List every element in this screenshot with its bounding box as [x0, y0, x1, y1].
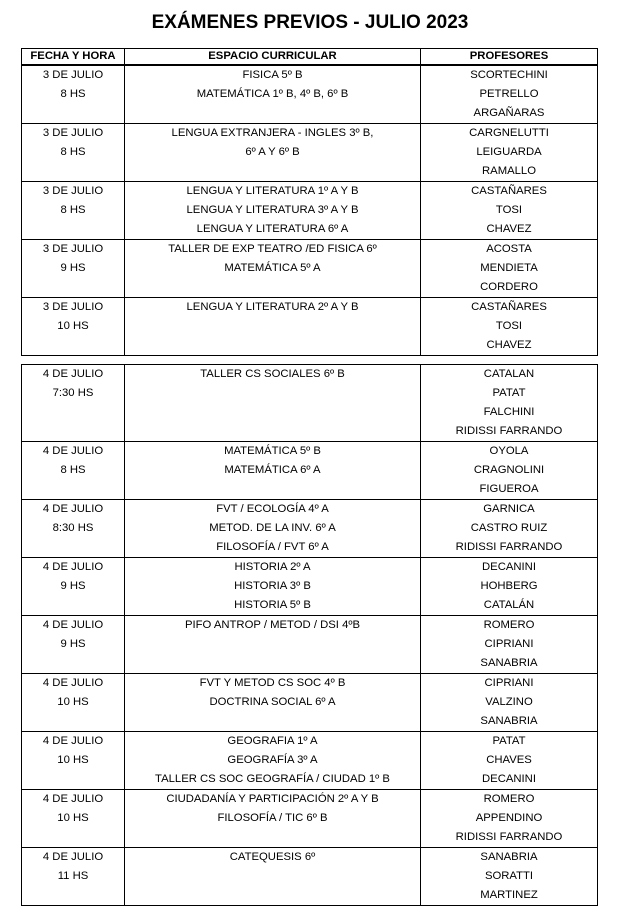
teacher-name: SANABRIA	[480, 851, 538, 863]
subject-name: PIFO ANTROP / METOD / DSI 4ºB	[184, 619, 361, 631]
teacher-name: PATAT	[492, 735, 526, 747]
exam-time: 8 HS	[60, 88, 86, 100]
subject-name: TALLER CS SOC GEOGRAFÍA / CIUDAD 1º B	[155, 773, 390, 785]
teacher-name: SANABRIA	[480, 657, 538, 669]
subject-name: FILOSOFÍA / FVT 6º A	[216, 541, 329, 553]
subject-name: MATEMÁTICA 6º A	[224, 464, 321, 476]
subject-cell	[125, 616, 421, 674]
teachers-cell	[421, 65, 598, 124]
teachers-cell	[421, 558, 598, 616]
table-row	[22, 558, 598, 616]
exam-time: 8 HS	[60, 464, 86, 476]
subject-name: METOD. DE LA INV. 6º A	[209, 522, 336, 534]
table-row	[22, 182, 598, 240]
teacher-name: RIDISSI FARRANDO	[455, 831, 563, 843]
teacher-name: OYOLA	[489, 445, 529, 457]
subject-cell	[125, 674, 421, 732]
subject-cell	[125, 298, 421, 356]
table-row	[22, 124, 598, 182]
exam-time: 9 HS	[60, 262, 86, 274]
exam-date: 4 DE JULIO	[42, 851, 104, 863]
subject-name: LENGUA Y LITERATURA 1º A Y B	[186, 185, 359, 197]
teacher-name: RAMALLO	[482, 165, 536, 177]
teacher-name: ACOSTA	[486, 243, 532, 255]
subject-name: LENGUA Y LITERATURA 2º A Y B	[186, 301, 359, 313]
teacher-name: APPENDINO	[475, 812, 543, 824]
exam-time: 10 HS	[57, 812, 89, 824]
date-time-cell	[22, 732, 125, 790]
exam-date: 4 DE JULIO	[42, 503, 104, 515]
subject-cell	[125, 365, 421, 442]
exam-date: 4 DE JULIO	[42, 561, 104, 573]
table-row	[22, 298, 598, 356]
teacher-name: MENDIETA	[480, 262, 538, 274]
table-row	[22, 500, 598, 558]
subject-name: LENGUA Y LITERATURA 3º A Y B	[186, 204, 359, 216]
exam-time: 8 HS	[60, 204, 86, 216]
teachers-cell	[421, 790, 598, 848]
date-time-cell	[22, 240, 125, 298]
teacher-name: ARGAÑARAS	[473, 107, 545, 119]
table-row	[22, 616, 598, 674]
exam-date: 4 DE JULIO	[42, 735, 104, 747]
subject-cell	[125, 790, 421, 848]
subject-name: FVT / ECOLOGÍA 4º A	[216, 503, 329, 515]
teacher-name: DECANINI	[482, 561, 536, 573]
subject-name: HISTORIA 2º A	[234, 561, 311, 573]
teacher-name: CATALAN	[483, 368, 535, 380]
teacher-name: CHAVES	[486, 754, 532, 766]
exam-date: 4 DE JULIO	[42, 677, 104, 689]
teacher-name: ROMERO	[483, 793, 535, 805]
teacher-name: CASTAÑARES	[471, 185, 547, 197]
teacher-name: CIPRIANI	[484, 677, 534, 689]
subject-name: GEOGRAFÍA 3º A	[227, 754, 318, 766]
subject-cell	[125, 65, 421, 124]
teacher-name: PETRELLO	[479, 88, 539, 100]
teachers-cell	[421, 616, 598, 674]
teacher-name: DECANINI	[482, 773, 536, 785]
teacher-name: CORDERO	[480, 281, 538, 293]
teacher-name: CASTRO RUIZ	[470, 522, 548, 534]
table-row	[22, 790, 598, 848]
teachers-cell	[421, 732, 598, 790]
date-time-cell	[22, 616, 125, 674]
teacher-name: CIPRIANI	[484, 638, 534, 650]
teachers-cell	[421, 124, 598, 182]
table-row	[22, 365, 598, 442]
subject-name: 6º A Y 6º B	[245, 146, 300, 158]
teacher-name: LEIGUARDA	[476, 146, 542, 158]
date-time-cell	[22, 124, 125, 182]
header-date-time: FECHA Y HORA	[22, 49, 125, 66]
exam-date: 4 DE JULIO	[42, 619, 104, 631]
subject-name: MATEMÁTICA 1º B, 4º B, 6º B	[196, 88, 349, 100]
page-title: EXÁMENES PREVIOS - JULIO 2023	[151, 12, 469, 33]
table-row	[22, 442, 598, 500]
table-row	[22, 674, 598, 732]
teacher-name: TOSI	[495, 204, 523, 216]
subject-name: CIUDADANÍA Y PARTICIPACIÓN 2º A Y B	[166, 793, 379, 805]
teacher-name: PATAT	[492, 387, 526, 399]
subject-name: MATEMÁTICA 5º A	[224, 262, 321, 274]
exam-date: 4 DE JULIO	[42, 445, 104, 457]
subject-cell	[125, 848, 421, 906]
subject-cell	[125, 124, 421, 182]
table-header-row	[22, 49, 598, 66]
exam-time: 10 HS	[57, 320, 89, 332]
teacher-name: HOHBERG	[480, 580, 538, 592]
teacher-name: CRAGNOLINI	[473, 464, 545, 476]
table-row	[22, 848, 598, 906]
date-time-cell	[22, 442, 125, 500]
exam-date: 4 DE JULIO	[42, 793, 104, 805]
teacher-name: SANABRIA	[480, 715, 538, 727]
exam-time: 11 HS	[57, 870, 89, 882]
date-time-cell	[22, 790, 125, 848]
teacher-name: GARNICA	[483, 503, 535, 515]
exam-time: 7:30 HS	[52, 387, 94, 399]
exam-time: 10 HS	[57, 754, 89, 766]
table-row	[22, 240, 598, 298]
subject-name: FISICA 5º B	[242, 69, 303, 81]
exam-time: 8:30 HS	[52, 522, 94, 534]
subject-cell	[125, 182, 421, 240]
exam-time: 9 HS	[60, 580, 86, 592]
date-time-cell	[22, 500, 125, 558]
table-row	[22, 65, 598, 124]
teacher-name: CHAVEZ	[486, 339, 532, 351]
teachers-cell	[421, 848, 598, 906]
teacher-name: SCORTECHINI	[470, 69, 548, 81]
exam-table-july-4	[21, 364, 598, 906]
exam-time: 8 HS	[60, 146, 86, 158]
teacher-name: MARTINEZ	[480, 889, 538, 901]
teacher-name: SORATTI	[484, 870, 534, 882]
teacher-name: TOSI	[495, 320, 523, 332]
subject-cell	[125, 732, 421, 790]
subject-cell	[125, 240, 421, 298]
date-time-cell	[22, 674, 125, 732]
subject-name: CATEQUESIS 6º	[229, 851, 316, 863]
subject-cell	[125, 442, 421, 500]
exam-time: 10 HS	[57, 696, 89, 708]
teacher-name: ROMERO	[483, 619, 535, 631]
teachers-cell	[421, 442, 598, 500]
exam-table-july-3	[21, 48, 598, 356]
date-time-cell	[22, 298, 125, 356]
teacher-name: FIGUEROA	[479, 483, 539, 495]
table-row	[22, 732, 598, 790]
teachers-cell	[421, 365, 598, 442]
subject-cell	[125, 500, 421, 558]
header-subject: ESPACIO CURRICULAR	[125, 49, 421, 66]
subject-name: HISTORIA 3º B	[234, 580, 311, 592]
date-time-cell	[22, 558, 125, 616]
teacher-name: CHAVEZ	[486, 223, 532, 235]
teacher-name: VALZINO	[485, 696, 533, 708]
subject-name: TALLER CS SOCIALES 6º B	[200, 368, 345, 380]
exam-date: 3 DE JULIO	[42, 69, 104, 81]
teachers-cell	[421, 240, 598, 298]
date-time-cell	[22, 848, 125, 906]
teachers-cell	[421, 674, 598, 732]
subject-name: FVT Y METOD CS SOC 4º B	[199, 677, 346, 689]
exam-date: 3 DE JULIO	[42, 127, 104, 139]
date-time-cell	[22, 365, 125, 442]
exam-date: 3 DE JULIO	[42, 301, 104, 313]
exam-date: 3 DE JULIO	[42, 243, 104, 255]
teacher-name: FALCHINI	[483, 406, 535, 418]
teacher-name: CASTAÑARES	[471, 301, 547, 313]
exam-date: 3 DE JULIO	[42, 185, 104, 197]
teacher-name: CARGNELUTTI	[469, 127, 549, 139]
subject-cell	[125, 558, 421, 616]
date-time-cell	[22, 65, 125, 124]
header-teachers: PROFESORES	[421, 49, 598, 66]
exam-date: 4 DE JULIO	[42, 368, 104, 380]
subject-name: TALLER DE EXP TEATRO /ED FISICA 6º	[168, 243, 377, 255]
subject-name: HISTORIA 5º B	[234, 599, 311, 611]
exam-time: 9 HS	[60, 638, 86, 650]
teachers-cell	[421, 182, 598, 240]
subject-name: DOCTRINA SOCIAL 6º A	[209, 696, 336, 708]
teachers-cell	[421, 298, 598, 356]
teacher-name: CATALÁN	[483, 599, 535, 611]
teacher-name: RIDISSI FARRANDO	[455, 425, 563, 437]
subject-name: MATEMÁTICA 5º B	[224, 445, 321, 457]
subject-name: LENGUA Y LITERATURA 6º A	[196, 223, 349, 235]
subject-name: GEOGRAFIA 1º A	[227, 735, 318, 747]
teachers-cell	[421, 500, 598, 558]
teacher-name: RIDISSI FARRANDO	[455, 541, 563, 553]
subject-name: LENGUA EXTRANJERA - INGLES 3º B,	[171, 127, 374, 139]
subject-name: FILOSOFÍA / TIC 6º B	[217, 812, 328, 824]
date-time-cell	[22, 182, 125, 240]
